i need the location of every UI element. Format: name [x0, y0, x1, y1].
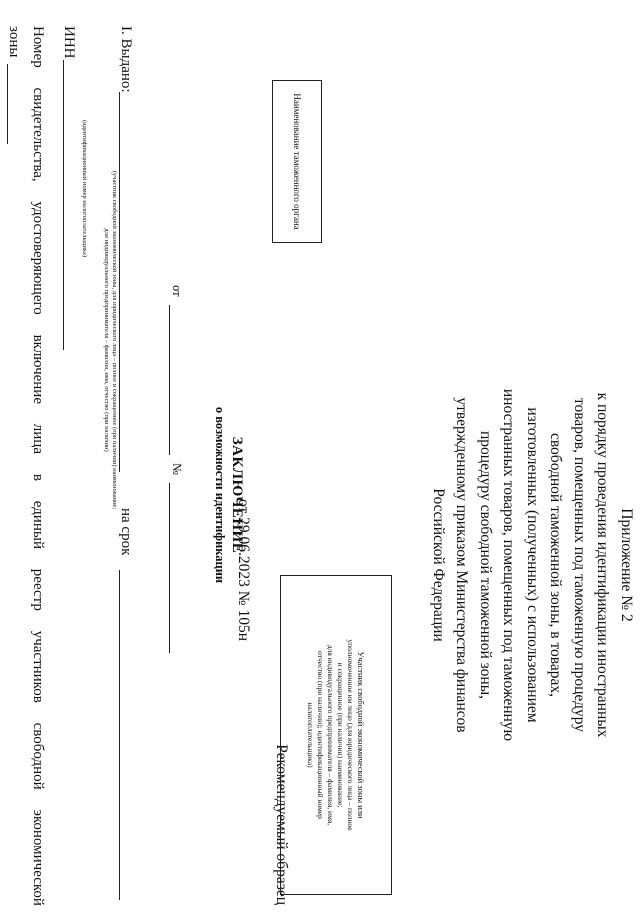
certificate-word: Номер [30, 26, 46, 68]
certificate-word: удостоверяющего [30, 201, 46, 315]
appendix-line: к порядку проведения идентификации иностранных [594, 392, 612, 738]
recommended-sample-label: Рекомендуемый образец [273, 744, 290, 905]
appendix-line: иностранных товаров, помещенных под таможенную [500, 388, 518, 742]
customs-authority-box [272, 80, 322, 243]
certificate-word: свободной [30, 722, 46, 790]
number-label: № [170, 463, 184, 475]
certificate-word: свидетельства, [30, 87, 46, 182]
issued-label: I. Выдано: [118, 26, 134, 93]
zone-label: зоны [6, 26, 22, 58]
certificate-word: экономической [30, 809, 46, 906]
certificate-word: единый [30, 500, 46, 549]
participant-box-line: отчество (при наличии); идентификационный номер [316, 651, 326, 819]
number-field[interactable] [169, 483, 184, 653]
appendix-line: товаров, помещенных под таможенную процедуру [571, 397, 588, 732]
certificate-word: включение [30, 334, 46, 404]
certificate-word: участников [30, 630, 46, 703]
participant-box [280, 575, 392, 895]
appendix-line: изготовленных (полученных) с использованием [524, 407, 541, 723]
inn-field[interactable] [63, 60, 78, 350]
appendix-line: утвержденному приказом Министерства финансов [453, 397, 471, 733]
inn-label: ИНН [61, 26, 77, 59]
certificate-word: в [30, 473, 46, 481]
customs-authority-label: Наименование таможенного органа [292, 93, 302, 230]
appendix-line: свободной таможенной зоны, в товарах, [547, 432, 565, 698]
appendix-line: Российской Федерации [430, 488, 447, 642]
participant-box-line: налогоплательщика) [306, 702, 316, 768]
appendix-line: Приложение № 2 [618, 508, 635, 622]
participant-box-line: для индивидуального предпринимателя – фамилия, имя, [326, 644, 336, 826]
date-number-line [164, 285, 184, 655]
title-subtitle: о возможности идентификации [213, 406, 227, 584]
certificate-line [29, 26, 46, 906]
participant-box-line: уполномоченное им лицо (для юридического лица – полное [346, 639, 356, 831]
certificate-number-field[interactable] [7, 64, 22, 144]
appendix-header [427, 330, 639, 800]
document-title [212, 390, 245, 600]
term-label: на срок [118, 508, 134, 556]
appendix-line: процедуру свободной таможенной зоны, [477, 431, 494, 699]
title-main: ЗАКЛЮЧЕНИЕ [229, 436, 245, 554]
term-field[interactable] [119, 570, 134, 900]
issued-note: (участник свободной экономической зоны, для юридического лица – полное и сокращенное (при наличии) наименование; [111, 170, 118, 510]
date-field[interactable] [169, 305, 184, 455]
participant-box-line: Участник свободной экономической зоны или [356, 651, 367, 819]
issued-note: для индивидуального предпринимателя – фамилия, имя, отчество (при наличии) [103, 228, 110, 452]
inn-note: (идентификационный номер налогоплательщика) [81, 120, 88, 258]
participant-box-line: и сокращенное (при наличии) наименование; [336, 662, 346, 808]
certificate-word: реестр [30, 568, 46, 611]
order-date: от 29.06.2023 № 105н [235, 498, 252, 642]
from-label: от [170, 285, 184, 297]
certificate-word: лица [30, 423, 46, 454]
issued-to-field[interactable] [119, 92, 134, 472]
